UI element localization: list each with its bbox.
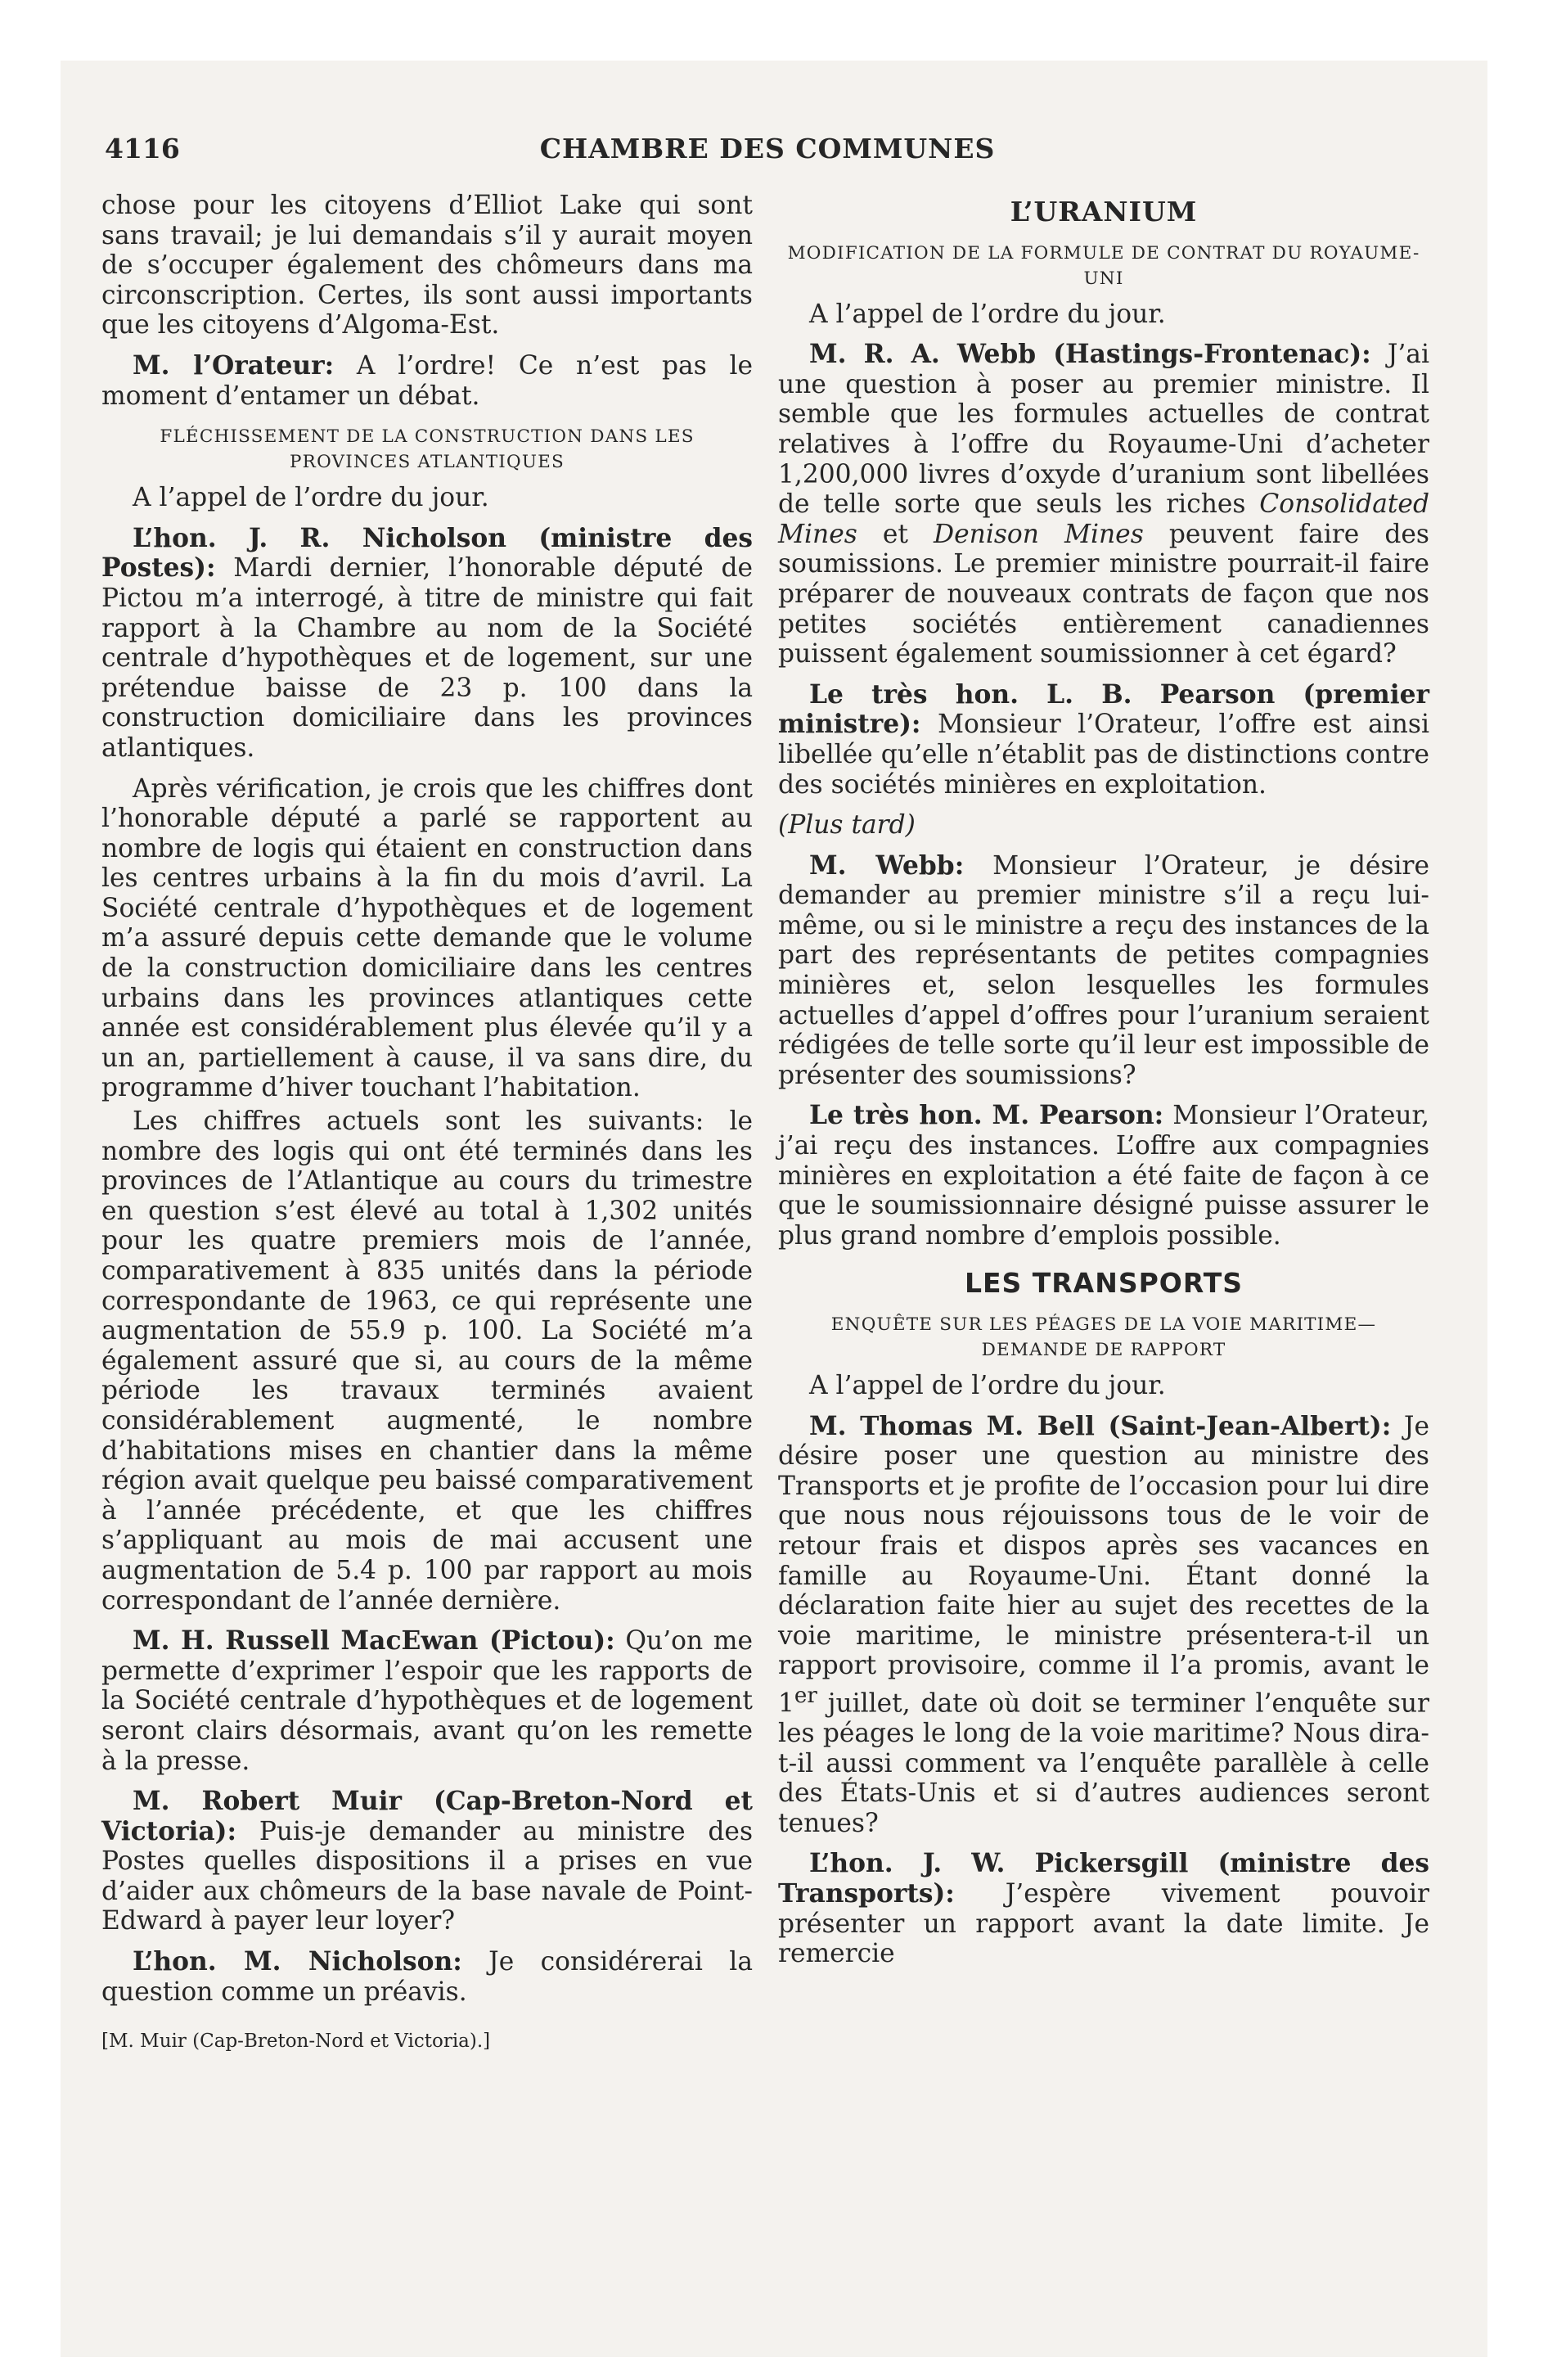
paragraph — [101, 1947, 753, 2007]
company-name: Consolidated Mines — [778, 489, 1429, 549]
paragraph — [101, 1626, 753, 1776]
paragraph: Les chiffres actuels sont les suivants: le nombre des logis qui ont été terminés dans les provinces de l’Atlantique au cours du trimestre en question s’est élevé au total à 1,302 unités pour les quatre premiers mois de l’année, comparativement à 835 unités dans la période correspondante de 1963, ce qui représente une augmentation de 55.9 p. 100. La Société m’a également assuré que si, au cours de la même période les travaux terminés avaient considérablement augmenté, le nombre d’habitations mises en chantier dans la même région avait quelque peu baissé comparativement à l’année précédente, et que les chiffres s’appliquant au mois de mai accusent une augmentation de 5.4 p. 100 par rapport au mois correspondant de l’année dernière. — [101, 1107, 753, 1616]
paragraph — [778, 1849, 1429, 1968]
speaker-name: M. R. A. Webb (Hastings-Frontenac): — [809, 340, 1371, 370]
paragraph — [778, 1412, 1429, 1839]
speech-text: Je considérerai la question comme un préavis. — [101, 1947, 753, 2007]
running-head: CHAMBRE DES COMMUNES — [539, 133, 996, 165]
page-number: 4116 — [105, 133, 180, 165]
section-subheading: ENQUÊTE SUR LES PÉAGES DE LA VOIE MARITIME—DEMANDE DE RAPPORT — [830, 1314, 1377, 1360]
speech-text: peuvent faire des soumissions. Le premier ministre pourrait-il faire préparer de nouveaux contrats de façon que nos petites sociétés entièrement canadiennes puissent également soumissionner à cet égard? — [778, 519, 1429, 669]
speaker-name: M. H. Russell MacEwan (Pictou): — [133, 1626, 615, 1657]
speaker-name: M. Robert Muir (Cap-Breton-Nord et Victoria): — [101, 1787, 753, 1846]
section-title: L’URANIUM — [1010, 196, 1198, 228]
speech-text: juillet, date où doit se terminer l’enquête sur les péages le long de la voie maritime? Nous dira-t-il aussi comment va l’enquête parallèle à celle des États-Unis et si d’autres audiences seront tenues? — [778, 1688, 1429, 1838]
paragraph: A l’appel de l’ordre du jour. — [133, 483, 489, 513]
paragraph — [778, 851, 1429, 1091]
paragraph: A l’appel de l’ordre du jour. — [809, 299, 1166, 329]
superscript: er — [794, 1683, 817, 1708]
speech-text: Monsieur l’Orateur, je désire demander au premier ministre s’il a reçu lui-même, ou si le ministre a reçu des instances de la part des représentants de petites compagnies minières et, selon lesquelles les formules actuelles d’appel d’offres pour l’uranium seraient rédigées de telle sorte qu’il leur est impossible de présenter des soumissions? — [778, 850, 1430, 1090]
speech-text: J’ai une question à poser au premier ministre. Il semble que les formules actuelles de contrat relatives à l’offre du Royaume-Uni d’acheter 1,200,000 livres d’oxyde d’uranium sont libellées de telle sorte que seuls les riches — [778, 340, 1429, 520]
speaker-name: M. Webb: — [809, 850, 965, 881]
speaker-name: M. Thomas M. Bell (Saint-Jean-Albert): — [809, 1411, 1392, 1441]
section-title: LES TRANSPORTS — [964, 1267, 1244, 1300]
speech-text: A l’ordre! Ce n’est pas le moment d’entamer un débat. — [101, 350, 754, 411]
section-subheading: MODIFICATION DE LA FORMULE DE CONTRAT DU ROYAUME-UNI — [787, 242, 1420, 289]
paragraph — [778, 680, 1429, 800]
section-subheading: FLÉCHISSEMENT DE LA CONSTRUCTION DANS LES PROVINCES ATLANTIQUES — [160, 426, 695, 473]
time-note: (Plus tard) — [778, 810, 916, 841]
paragraph — [101, 524, 753, 764]
paragraph — [101, 351, 753, 411]
speech-text: et — [857, 519, 934, 549]
speaker-name: L’hon. M. Nicholson: — [133, 1947, 462, 1977]
speech-text: J’espère vivement pouvoir présenter un rapport avant la date limite. Je remercie — [778, 1878, 1429, 1969]
speech-text: Mardi dernier, l’honorable député de Pictou m’a interrogé, à titre de ministre qui fait rapport à la Chambre au nom de la Société centrale d’hypothèques et de logement, sur une prétendue baisse de 23 p. 100 dans la construction domiciliaire dans les provinces atlantiques. — [101, 553, 753, 763]
speaker-name: M. l’Orateur: — [133, 350, 335, 381]
paragraph — [778, 1101, 1429, 1251]
company-name: Denison Mines — [934, 519, 1144, 549]
speech-text: Qu’on me permette d’exprimer l’espoir que les rapports de la Société centrale d’hypothèques et de logement seront clairs désormais, avant qu’on les remette à la presse. — [101, 1626, 753, 1776]
speaker-name: L’hon. J. R. Nicholson (ministre des Postes): — [101, 523, 753, 584]
right-column — [778, 191, 1429, 1980]
speech-text: Monsieur l’Orateur, l’offre est ainsi libellée qu’elle n’établit pas de distinctions contre des sociétés minières en exploitation. — [778, 710, 1429, 800]
speaker-name: L’hon. J. W. Pickersgill (ministre des Transports): — [778, 1849, 1429, 1909]
paragraph: A l’appel de l’ordre du jour. — [809, 1371, 1166, 1400]
paragraph — [778, 340, 1429, 669]
paragraph: chose pour les citoyens d’Elliot Lake qui sont sans travail; je lui demandais s’il y aurait moyen de s’occuper également des chômeurs dans ma circonscription. Certes, ils sont aussi importants que les citoyens d’Algoma-Est. — [101, 191, 753, 340]
speaker-name: Le très hon. M. Pearson: — [809, 1101, 1164, 1131]
left-column — [101, 191, 753, 2057]
speaker-name: Le très hon. L. B. Pearson (premier ministre): — [778, 679, 1429, 740]
speech-text: Puis-je demander au ministre des Postes quelles dispositions il a prises en vue d’aider aux chômeurs de la base navale de Point-Edward à payer leur loyer? — [101, 1816, 753, 1936]
page-header — [105, 133, 1430, 169]
paragraph: Après vérification, je crois que les chiffres dont l’honorable député a parlé se rapportent au nombre de logis qui étaient en construction dans les centres urbains à la fin du mois d’avril. La Société centrale d’hypothèques et de logement m’a assuré depuis cette demande que le volume de la construction domiciliaire dans les centres urbains dans les provinces atlantiques cette année est considérablement plus élevée qu’il y a un an, partiellement à cause, il va sans dire, du programme d’hiver touchant l’habitation. — [101, 773, 753, 1103]
paragraph — [101, 1787, 753, 1936]
speech-text: Monsieur l’Orateur, j’ai reçu des instances. L’offre aux compagnies minières en exploitation a été faite de façon à ce que le soumissionnaire désigné puisse assurer le plus grand nombre d’emplois possible. — [778, 1101, 1429, 1251]
footnote: [M. Muir (Cap-Breton-Nord et Victoria).] — [101, 2031, 491, 2053]
speech-text: Je désire poser une question au ministre des Transports et je profite de l’occasion pour lui dire que nous nous réjouissons tous de le voir de retour frais et dispos après ses vacances en famille au Royaume-Uni. Étant donné la déclaration faite hier au sujet des recettes de la voie maritime, le ministre présentera-t-il un rapport provisoire, comme il l’a promis, avant le 1 — [778, 1411, 1429, 1719]
